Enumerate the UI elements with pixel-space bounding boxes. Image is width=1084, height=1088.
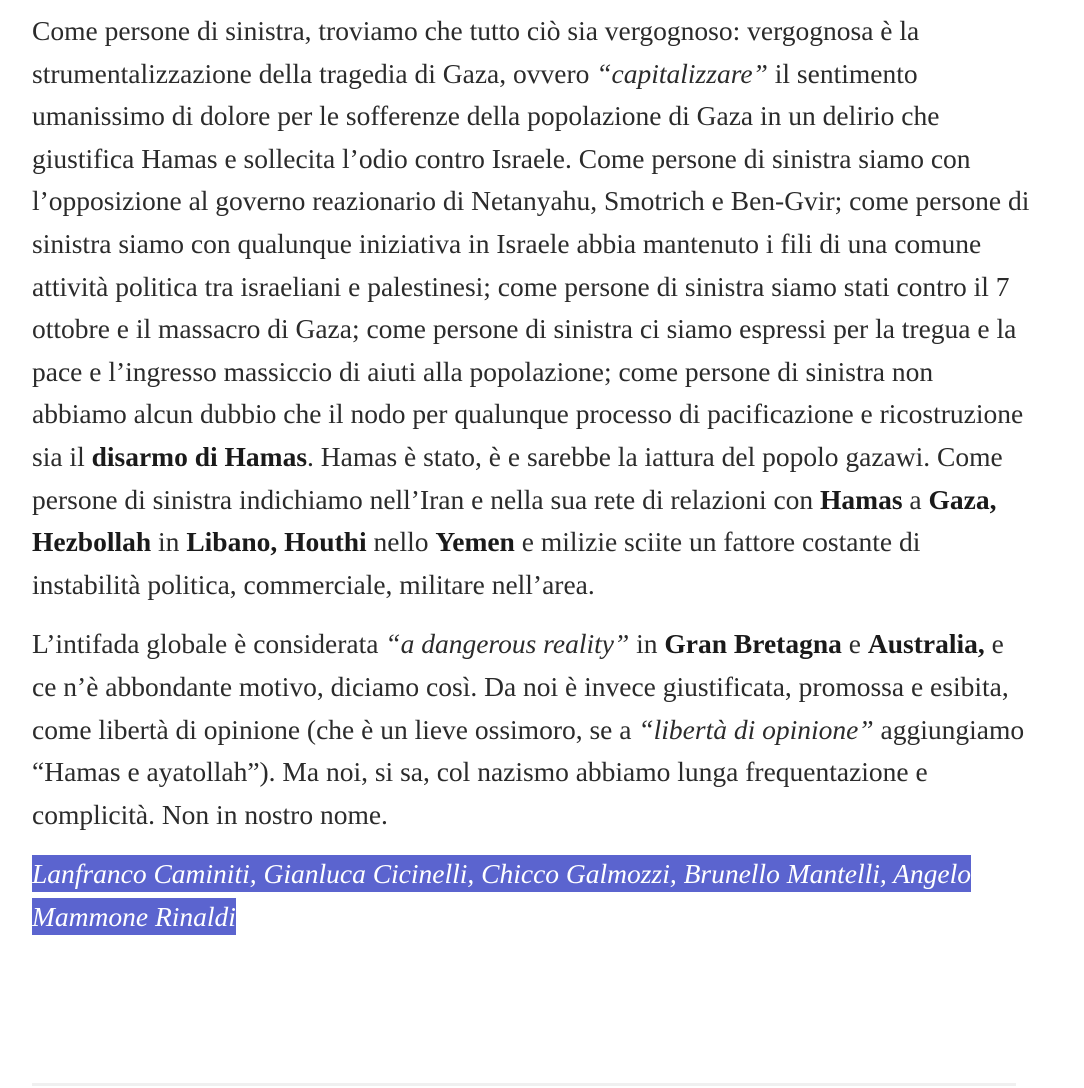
p1-bold-yemen: Yemen (435, 526, 515, 558)
p1-bold-disarmo: disarmo di Hamas (91, 440, 308, 472)
p2-text-4: e ce n’è abbondante motivo, diciamo così. Da noi è invece giustificata, promossa e esibita, come libertà di opinione (che è un lieve ossimoro, se a (32, 628, 1009, 745)
p1-text-2: il sentimento umanissimo di dolore per le sofferenze della popolazione di Gaza in un delirio che giustifica Hamas e sollecita l’odio contro Israele. Come persone di sinistra siamo con l’opposizione al governo reazionario di Netanyahu, Smotrich e Ben-Gvir; come persone di sinistra siamo con qualunque iniziativa in Israele abbia mantenuto i fili di una comune attività politica tra israeliani e palestinesi; come persone di sinistra siamo stati contro il 7 ottobre e il massacro di Gaza; come persone di sinistra ci siamo espressi per la tregua e la pace e l’ingresso massiccio di aiuti alla popolazione; come persone di sinistra non abbiamo alcun dubbio che il nodo per qualunque processo di pacificazione e ricostruzione sia il (32, 57, 1030, 472)
p1-bold-gaza-hezbollah: Gaza, Hezbollah (32, 483, 997, 558)
article-body (32, 10, 1032, 938)
p2-text-1: L’intifada globale è considerata (32, 628, 386, 660)
p2-text-5: aggiungiamo “Hamas e ayatollah”). Ma noi, si sa, col nazismo abbiamo lunga frequentazione e complicità. Non in nostro nome. (32, 713, 1025, 830)
p1-text-7: e milizie sciite un fattore costante di instabilità politica, commerciale, militare nell’area. (32, 526, 921, 600)
paragraph-1 (32, 10, 1032, 606)
p1-text-4: a (902, 483, 929, 515)
paragraph-2 (32, 623, 1032, 836)
p2-italic-liberta-di-opinione: “libertà di opinione” (638, 713, 874, 745)
signature-block (32, 853, 1002, 938)
p1-text-5: in (151, 526, 187, 558)
divider-line (32, 1083, 1016, 1086)
p1-italic-capitalizzare: “capitalizzare” (596, 57, 768, 89)
p2-bold-australia: Australia, (867, 628, 985, 660)
p1-bold-libano-houthi: Libano, Houthi (186, 526, 367, 558)
p1-text-6: nello (366, 526, 436, 558)
p2-italic-dangerous-reality: “a dangerous reality” (385, 628, 630, 660)
p1-bold-hamas: Hamas (820, 483, 903, 515)
p2-bold-gran-bretagna: Gran Bretagna (664, 628, 842, 660)
p2-text-3: e (841, 628, 868, 660)
p1-text-3: . Hamas è stato, è e sarebbe la iattura del popolo gazawi. Come persone di sinistra indichiamo nell’Iran e nella sua rete di relazioni con (32, 440, 1003, 515)
p2-text-2: in (629, 628, 665, 660)
p1-text-1: Come persone di sinistra, troviamo che tutto ciò sia vergognoso: vergognosa è la strumentalizzazione della tragedia di Gaza, ovvero (32, 15, 920, 89)
signature-authors-selected[interactable]: Lanfranco Caminiti, Gianluca Cicinelli, Chicco Galmozzi, Brunello Mantelli, Angelo Mammone Rinaldi (32, 855, 971, 935)
